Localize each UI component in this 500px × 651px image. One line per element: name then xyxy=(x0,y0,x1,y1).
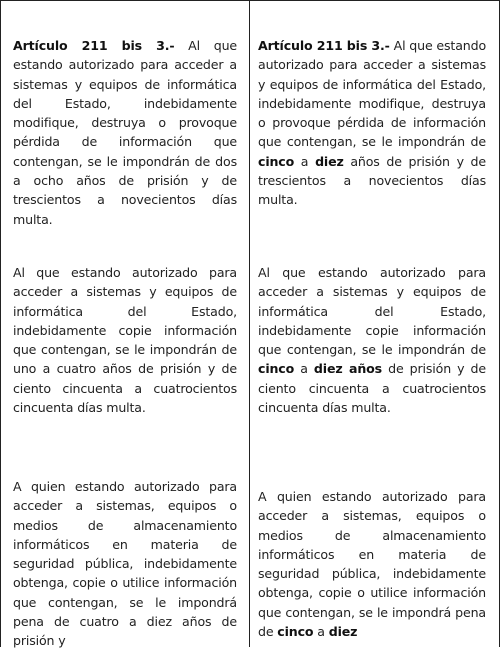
right-paragraph-3 xyxy=(258,487,486,641)
left-paragraph-3-text: A quien estando autorizado para acceder a sistemas, equipos o medios de almacenamiento informáticos en materia de seguridad pública, indebidamente obtenga, copie o utilice información que contengan, se le impondrá pena de cuatro a diez años de prisión y xyxy=(13,479,237,649)
right-paragraph-3-text-b: a xyxy=(313,624,329,640)
right-paragraph-1-diez: diez xyxy=(315,153,344,169)
left-paragraph-2-text: Al que estando autorizado para acceder a sistemas y equipos de informática del Estado, indebidamente copie información que contengan, se le impondrán de uno a cuatro años de prisión y de ciento cincuenta a cuatrocientos cincuenta días multa. xyxy=(13,265,237,416)
left-paragraph-1-text: Al que estando autorizado para acceder a sistemas y equipos de informática del Estado, indebidamente modifique, destruya o provoque pérdida de información que contengan, se le impondrán de dos a ocho años de prisión y de trescientos a novecientos días multa. xyxy=(13,38,237,227)
column-divider xyxy=(249,0,250,647)
left-paragraph-1 xyxy=(13,36,237,229)
right-paragraph-1-text-b: a xyxy=(294,153,316,169)
left-paragraph-2 xyxy=(13,263,237,417)
right-paragraph-3-diez: diez xyxy=(328,624,358,640)
right-paragraph-1-text-a: Al que estando autorizado para acceder a sistemas y equipos de informática del Estado, indebidamente modifique, destruya o provoque pérdida de información que contengan, se le impondrán de xyxy=(258,38,486,150)
right-paragraph-2 xyxy=(258,263,486,417)
right-paragraph-2-text-c: de prisión y de ciento cincuenta a cuatrocientos cincuenta días multa. xyxy=(258,361,486,416)
right-paragraph-3-text-a: A quien estando autorizado para acceder a sistemas, equipos o medios de almacenamiento informáticos en materia de seguridad pública, indebidamente obtenga, copie o utilice información que contengan, se le impondrá pena de xyxy=(258,489,486,640)
right-article-heading: Artículo 211 bis 3.- xyxy=(258,38,390,53)
right-paragraph-2-cinco: cinco xyxy=(258,361,295,377)
right-paragraph-2-diez-anos: diez años xyxy=(313,361,383,377)
left-article-heading: Artículo 211 bis 3.- xyxy=(13,38,175,53)
right-paragraph-2-text-b: a xyxy=(294,361,314,377)
right-paragraph-3-cinco: cinco xyxy=(277,624,314,640)
right-paragraph-2-text-a: Al que estando autorizado para acceder a sistemas y equipos de informática del Estado, indebidamente copie información que contengan, se le impondrán de xyxy=(258,265,486,358)
right-paragraph-1 xyxy=(258,36,486,210)
left-paragraph-3 xyxy=(13,477,237,651)
right-paragraph-1-cinco: cinco xyxy=(258,153,295,169)
right-paragraph-1-text-c: años de prisión y de trescientos a novecientos días multa. xyxy=(258,153,486,208)
